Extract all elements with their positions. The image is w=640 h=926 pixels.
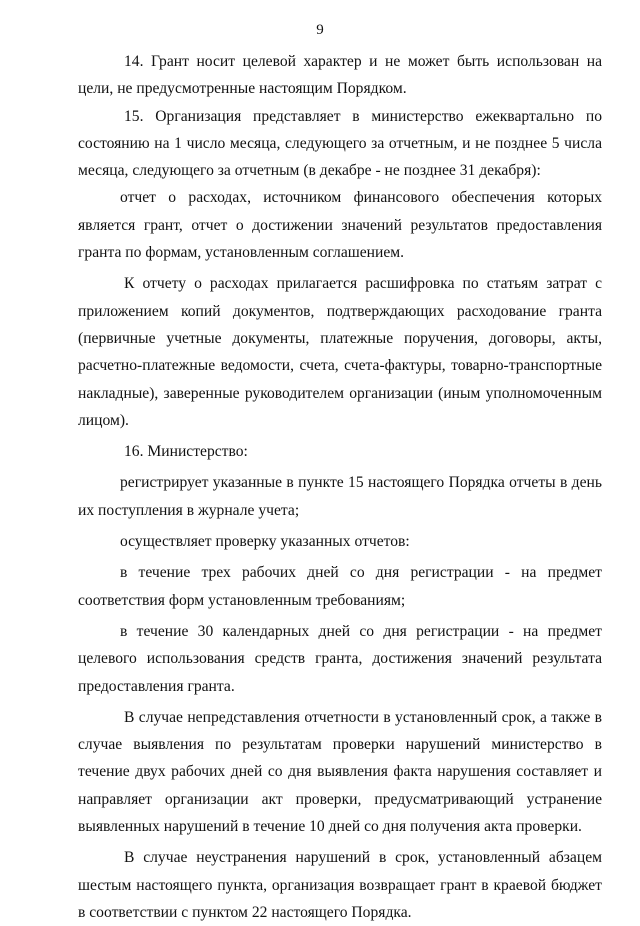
paragraph-registration: регистрирует указанные в пункте 15 настоящего Порядка отчеты в день их поступления в журнале учета; bbox=[78, 474, 602, 519]
paragraph-verification: осуществляет проверку указанных отчетов: bbox=[120, 533, 410, 551]
paragraph-grant-return: В случае неустранения нарушений в срок, установленный абзацем шестым настоящего пункта, организация возвращает грант в краевой бюджет в соответствии с пунктом 22 настоящего Порядка. bbox=[78, 849, 602, 921]
paragraph-three-days-check: в течение трех рабочих дней со дня регистрации - на предмет соответствия форм установленным требованиям; bbox=[78, 564, 602, 609]
paragraph-report-attachments: К отчету о расходах прилагается расшифровка по статьям затрат с приложением копий документов, подтверждающих расходование гранта (первичные учетные документы, платежные поручения, договоры, акты, расчетно-платежные ведомости, счета, счета-фактуры, товарно-транспортные накладные), заверенные руководителем организации (иным уполномоченным лицом). bbox=[78, 275, 602, 429]
document-body bbox=[78, 48, 602, 926]
paragraph-violation-act: В случае непредставления отчетности в установленный срок, а также в случае выявления по результатам проверки нарушений министерство в течение двух рабочих дней со дня выявления факта нарушения составляет и направляет организации акт проверки, предусматривающий устранение выявленных нарушений в течение 10 дней со дня получения акта проверки. bbox=[78, 708, 602, 836]
paragraph-item-16: 16. Министерство: bbox=[124, 443, 248, 461]
paragraph-report-types: отчет о расходах, источником финансового обеспечения которых является грант, отчет о достижении значений результатов предоставления гранта по формам, установленным соглашением. bbox=[78, 189, 602, 262]
paragraph-item-15: 15. Организация представляет в министерство ежеквартально по состоянию на 1 число месяца, следующего за отчетным, и не позднее 5 числа месяца, следующего за отчетным (в декабре - не позднее 31 декабря): bbox=[78, 107, 602, 180]
paragraph-item-14: 14. Грант носит целевой характер и не может быть использован на цели, не предусмотренные настоящим Порядком. bbox=[78, 53, 602, 98]
page-number: 9 bbox=[316, 22, 324, 38]
paragraph-thirty-days-check: в течение 30 календарных дней со дня регистрации - на предмет целевого использования средств гранта, достижения значений результата предоставления гранта. bbox=[78, 622, 602, 695]
